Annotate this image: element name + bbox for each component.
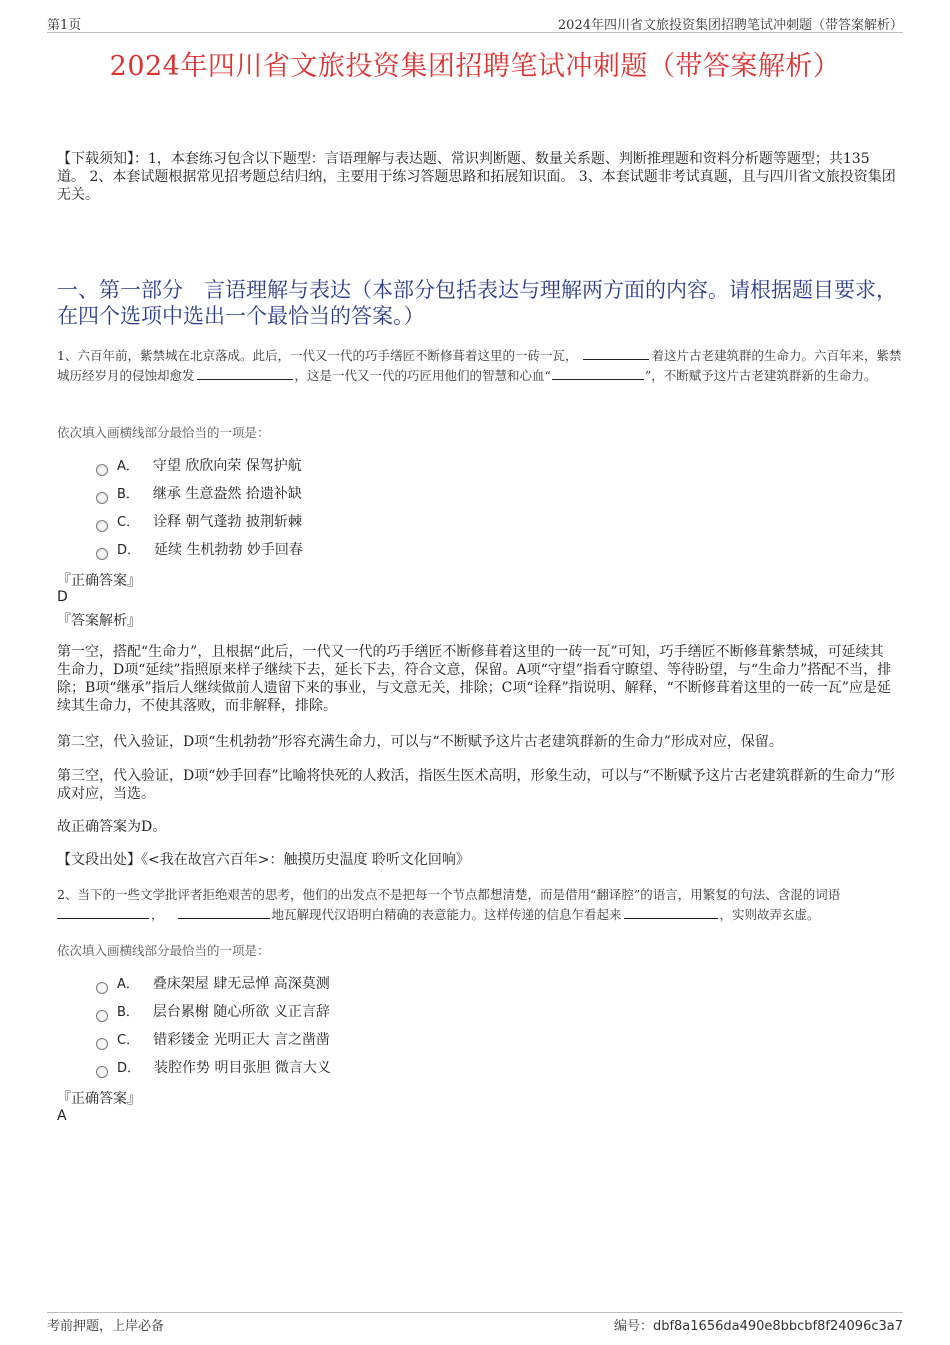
q2-answer-label: 『正确答案』 [57, 1091, 141, 1107]
footer-slogan: 考前押题，上岸必备 [47, 1319, 165, 1334]
radio-icon[interactable] [96, 492, 108, 504]
radio-icon[interactable] [96, 464, 108, 476]
page-title: 2024年四川省文旅投资集团招聘笔试冲刺题（带答案解析） [109, 51, 841, 82]
q1-analysis-label: 『答案解析』 [57, 613, 141, 629]
q2-option-c[interactable]: C． 错彩镂金 光明正大 言之凿凿 [96, 1029, 330, 1051]
section-heading: 一、第一部分 言语理解与表达（本部分包括表达与理解两方面的内容。请根据题目要求，在四个选项中选出一个最恰当的答案。） [57, 278, 897, 328]
q2-blank-2 [178, 906, 270, 919]
q1-blank-3 [552, 367, 644, 380]
page-number: 第1页 [47, 18, 82, 33]
radio-icon[interactable] [96, 520, 108, 532]
q2-blank-3 [624, 906, 718, 919]
q2-option-a[interactable]: A． 叠床架屋 肆无忌惮 高深莫测 [96, 973, 330, 995]
q2-option-b[interactable]: B． 层台累榭 随心所欲 义正言辞 [96, 1001, 330, 1023]
q1-answer-label: 『正确答案』 [57, 573, 141, 589]
q1-text-c: ，这是一代又一代的巧匠用他们的智慧和心血“ [294, 368, 551, 383]
q2-text-d: ，实则故弄玄虚。 [719, 907, 820, 922]
q1-analysis-1: 第一空，搭配“生命力”，且根据“此后，一代又一代的巧手缮匠不断修葺着这里的一砖一瓦”可知，巧手缮匠不断修葺紫禁城，可延续其生命力，D项“延续”指照原来样子继续下去，延长下去，符合文意，保留。A项“守望”指看守瞭望、等待盼望，与“生命力”搭配不当，排除；B项“继承”指后人继续做前人遗留下来的事业，与文意无关，排除；C项“诠释”指说明、解释，“不断修葺着这里的一砖一瓦”应是延续其生命力，不使其落败，而非解释，排除。 [57, 644, 892, 714]
download-notice: 【下载须知】：1，本套练习包含以下题型：言语理解与表达题、常识判断题、数量关系题、判断推理题和资料分析题等题型；共135道。 2、本套试题根据常见招考题总结归纳，主要用于练习答题思路和拓展知识面。 3、本套试题非考试真题，且与四川省文旅投资集团无关。 [57, 151, 896, 203]
page-header [47, 14, 903, 33]
q1-text-a: 1、六百年前，紫禁城在北京落成。此后，一代又一代的巧手缮匠不断修葺着这里的一砖一瓦， [57, 348, 578, 363]
q1-option-d[interactable]: D． 延续 生机勃勃 妙手回春 [96, 539, 303, 561]
q1-prompt: 依次填入画横线部分最恰当的一项是： [57, 425, 270, 440]
radio-icon[interactable] [96, 982, 108, 994]
q1-source: 【文段出处】《<我在故宫六百年>：触摸历史温度 聆听文化回响》 [57, 852, 470, 868]
q1-analysis-3: 第三空，代入验证，D项“妙手回春”比喻将快死的人救活，指医生医术高明，形象生动，可以与“不断赋予这片古老建筑群新的生命力”形成对应，当选。 [57, 768, 895, 802]
q1-blank-2 [197, 367, 293, 380]
q1-text-b: 着这片古老建筑群的生命力。六百年来，紫禁城历经岁月的侵蚀却愈发 [57, 348, 902, 383]
q1-option-c[interactable]: C． 诠释 朝气蓬勃 披荆斩棘 [96, 511, 302, 533]
q2-prompt: 依次填入画横线部分最恰当的一项是： [57, 943, 270, 958]
radio-icon[interactable] [96, 1066, 108, 1078]
q2-text-a: 2、当下的一些文学批评者拒绝艰苦的思考，他们的出发点不是把每一个节点都想清楚，而是借用“翻译腔”的语言，用繁复的句法、含混的词语 [57, 887, 841, 902]
q1-text-d: ”，不断赋予这片古老建筑群新的生命力。 [644, 368, 877, 383]
q2-text-c: 地瓦解现代汉语明白精确的表意能力。这样传递的信息乍看起来 [271, 907, 622, 922]
question-1-text [57, 346, 902, 386]
q1-analysis-4: 故正确答案为D。 [57, 819, 167, 835]
q2-blank-1 [57, 906, 149, 919]
q1-analysis-2: 第二空，代入验证，D项“生机勃勃”形容充满生命力，可以与“不断赋予这片古老建筑群新的生命力”形成对应，保留。 [57, 734, 783, 750]
header-doc-title: 2024年四川省文旅投资集团招聘笔试冲刺题（带答案解析） [557, 18, 903, 33]
question-2-text [57, 885, 902, 925]
q1-answer: D [57, 589, 68, 605]
radio-icon[interactable] [96, 1010, 108, 1022]
q2-option-d[interactable]: D． 装腔作势 明目张胆 微言大义 [96, 1057, 331, 1079]
q1-option-b[interactable]: B． 继承 生意盎然 拾遗补缺 [96, 483, 302, 505]
q1-option-a[interactable]: A． 守望 欣欣向荣 保驾护航 [96, 455, 302, 477]
q1-blank-1 [583, 347, 649, 360]
footer-code: 编号：dbf8a1656da490e8bbcbf8f24096c3a7 [613, 1319, 903, 1334]
q2-text-b: ， [151, 907, 164, 922]
page-footer [47, 1312, 903, 1334]
radio-icon[interactable] [96, 548, 108, 560]
radio-icon[interactable] [96, 1038, 108, 1050]
q2-answer: A [57, 1108, 67, 1124]
